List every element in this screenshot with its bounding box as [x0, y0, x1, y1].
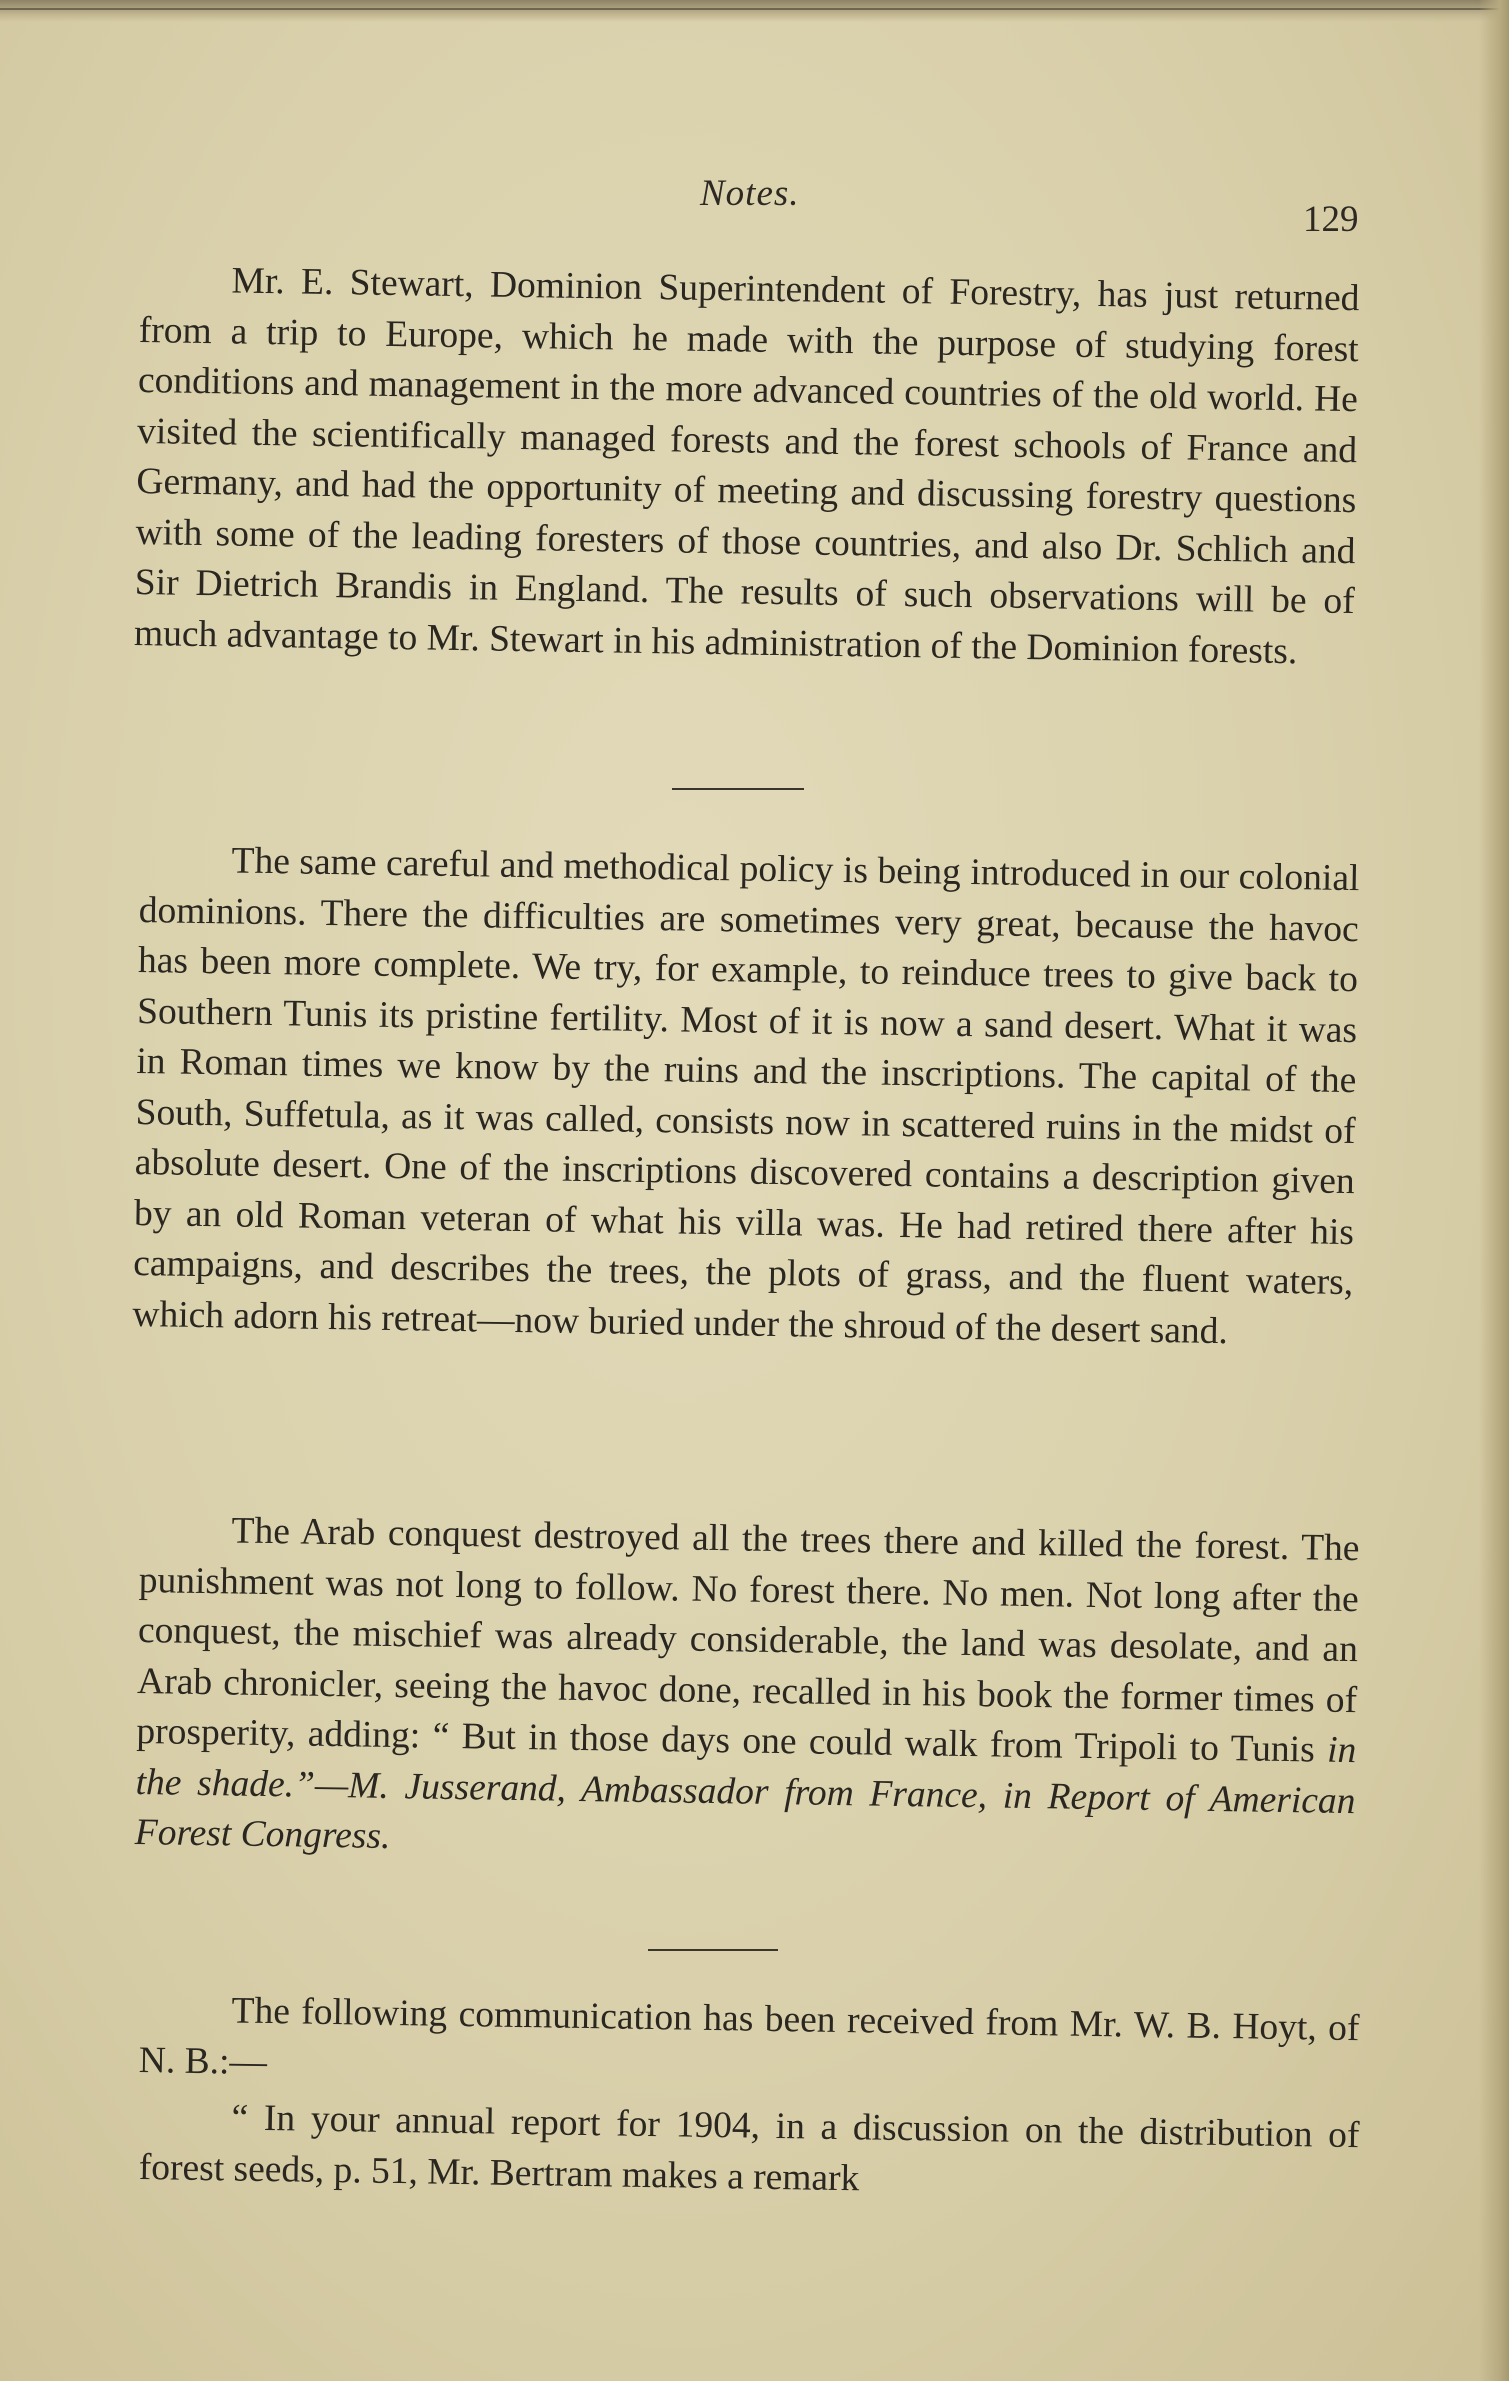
citation-italic: in the shade.”—M. Jusserand, Ambassador from France, in Report of American Forest Congress.	[134, 1729, 1357, 1857]
paragraph-text	[134, 1505, 1359, 1878]
paragraph-stewart	[134, 255, 1360, 678]
paragraph-body: The Arab conquest destroyed all the trees there and killed the forest. The punishment was not long to follow. No forest there. No men. Not long after the conquest, the mischief was already considerable, the land was desolate, and an Arab chronicler, seeing the havoc done, recalled in his book the former times of prosperity, adding: “ But in those days one could walk from Tripoli to Tunis	[136, 1510, 1360, 1771]
page-number: 129	[1303, 199, 1359, 240]
page-right-edge	[1479, 0, 1509, 2381]
section-divider	[648, 1949, 778, 1951]
paragraph-arab-conquest	[134, 1505, 1359, 1878]
paragraph-text: The same careful and methodical policy is being introduced in our colonial dominions. There the difficulties are sometimes very great, because the havoc has been more complete. We try, for example, to reinduce trees to give back to Southern Tunis its pristine fertility. Most of it is now a sand desert. What it was in Roman times we know by the ruins and the inscriptions. The capital of the South, Suffetula, as it was called, consists now in scattered ruins in the midst of absolute desert. One of the inscriptions discovered contains a description given by an old Roman veteran of what his villa was. He had retired there after his campaigns, and describes the trees, the plots of grass, and the fluent waters, which adorn his retreat—now buried under the shroud of the desert sand.	[132, 840, 1360, 1352]
paragraph-text: The following communication has been received from Mr. W. B. Hoyt, of N. B.:—	[138, 1990, 1360, 2083]
section-divider	[672, 788, 804, 790]
paragraph-text: “ In your annual report for 1904, in a discussion on the distribution of forest seeds, p. 51, Mr. Bertram makes a remark	[138, 2097, 1360, 2199]
paragraph-communication	[138, 1985, 1359, 2105]
running-head: Notes.	[700, 173, 800, 214]
paragraph-colonial-policy	[132, 835, 1360, 1359]
paragraph-quotation	[138, 2092, 1359, 2212]
top-border-line	[0, 8, 1509, 10]
page-top-edge	[0, 0, 1509, 22]
page-header	[0, 168, 1509, 240]
paragraph-text: Mr. E. Stewart, Dominion Superintendent of Forestry, has just returned from a trip to Europe, which he made with the purpose of studying forest conditions and management in the more advanced countries of the old world. He visited the scientifically managed forests and the forest schools of France and Germany, and had the opportunity of meeting and discussing forestry questions with some of the leading foresters of those countries, and also Dr. Schlich and Sir Dietrich Brandis in England. The results of such observations will be of much advantage to Mr. Stewart in his administration of the Dominion forests.	[133, 260, 1360, 672]
